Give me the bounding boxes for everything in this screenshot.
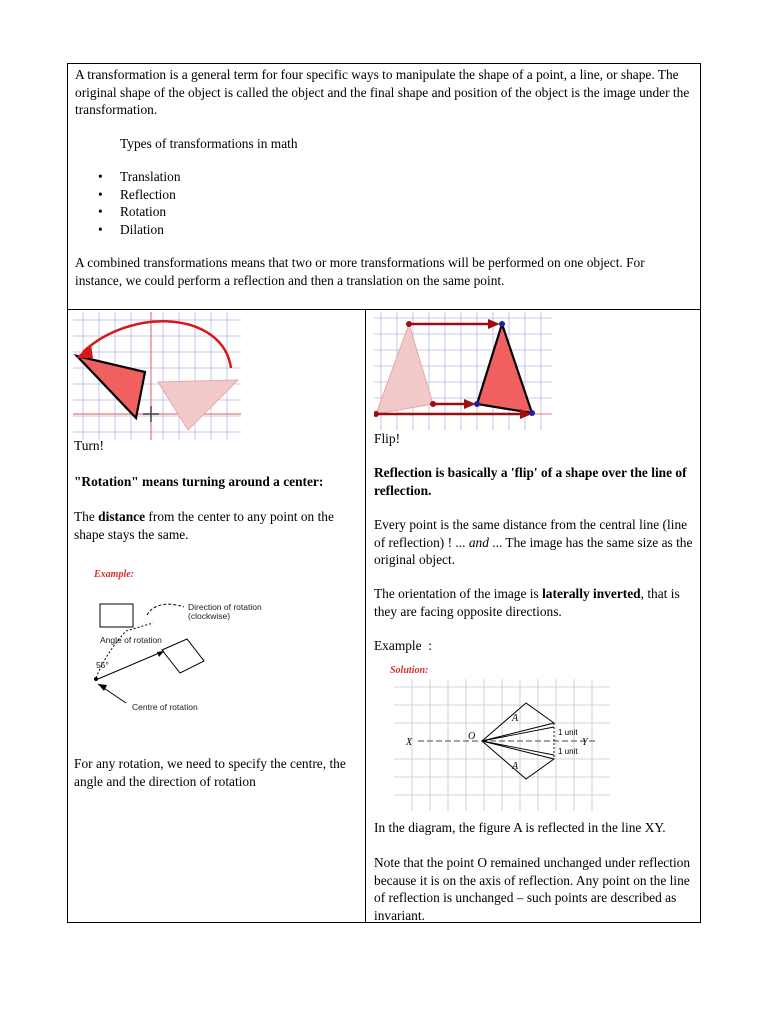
types-heading: Types of transformations in math: [120, 135, 298, 151]
reflection-cell: [366, 310, 700, 922]
reflection-orientation-bold: laterally inverted: [542, 586, 641, 601]
reflection-caption: In the diagram, the figure A is reflected in the line XY.: [374, 820, 666, 835]
reflection-note: Note that the point O remained unchanged under reflection because it is on the axis of reflection. Any point on the line of reflection is unchanged – such points are described as invariant.: [374, 855, 691, 923]
reflection-orientation-text: [374, 585, 696, 620]
list-item: • Reflection: [120, 186, 694, 204]
reflection-distance-pre: Every point is the same distance from the central line (line of reflection) ! ...: [374, 517, 688, 550]
reflection-illustration: [374, 312, 552, 430]
combined-paragraph: A combined transformations means that two or more transformations will be performed on one object. For instance, we could perform a reflection and then a translation on the same point.: [75, 255, 645, 288]
rotation-cell: [68, 310, 365, 922]
angle-label: Angle of rotation: [100, 635, 162, 645]
reflection-distance-and: and: [468, 534, 489, 550]
a-bottom-label: A: [512, 761, 519, 772]
reflection-definition-text: Reflection is basically a 'flip' of a shape over the line of reflection.: [374, 465, 687, 498]
rotation-label: Turn!: [74, 438, 105, 453]
reflection-orientation-post: , that is they are facing opposite directions.: [374, 586, 680, 619]
x-label: X: [406, 737, 413, 748]
types-list: [75, 168, 694, 238]
y-label: Y: [582, 737, 588, 748]
list-item: • Rotation: [120, 203, 694, 221]
unit-bottom-label: 1 unit: [558, 747, 578, 756]
reflection-definition: [374, 464, 694, 499]
unit-top-label: 1 unit: [558, 728, 578, 737]
rotation-distance-bold: distance: [98, 509, 146, 524]
centre-label: Centre of rotation: [132, 702, 198, 712]
rotation-conclusion: For any rotation, we need to specify the centre, the angle and the direction of rotation: [74, 756, 346, 789]
o-label: O: [468, 731, 476, 742]
transformations-table: [67, 63, 701, 923]
rotation-definition: [74, 473, 364, 491]
reflection-example-diagram: [388, 665, 620, 815]
direction-label: Direction of rotation: [188, 602, 262, 612]
rotation-distance-pre: The: [74, 509, 99, 524]
reflection-label: Flip!: [374, 431, 401, 446]
reflection-example-title: Solution:: [390, 665, 429, 676]
rotation-definition-text: "Rotation" means turning around a center:: [74, 474, 324, 489]
rotation-distance-post: from the center to any point on the shape stays the same.: [74, 509, 334, 542]
reflection-example-label: Example :: [374, 638, 433, 653]
rotation-example-title: Example:: [94, 569, 134, 580]
reflection-distance-post: ... The image has the same size as the original object.: [374, 534, 693, 567]
rotation-distance-text: [74, 508, 359, 543]
list-item: • Translation: [120, 168, 694, 186]
reflection-distance-text: [374, 516, 696, 569]
a-top-label: A: [512, 713, 519, 724]
intro-cell: [68, 64, 700, 310]
degrees-label: 55°: [96, 660, 109, 670]
clockwise-label: (clockwise): [188, 611, 231, 621]
list-item: • Dilation: [120, 221, 694, 239]
reflection-orientation-pre: The orientation of the image is: [374, 586, 543, 601]
intro-paragraph: A transformation is a general term for four specific ways to manipulate the shape of a point, a line, or shape. The original shape of the object is called the object and the final shape and position of the object is the image under the transformation.: [75, 67, 690, 117]
rotation-illustration: [73, 312, 241, 440]
rotation-example-diagram: [90, 567, 330, 715]
